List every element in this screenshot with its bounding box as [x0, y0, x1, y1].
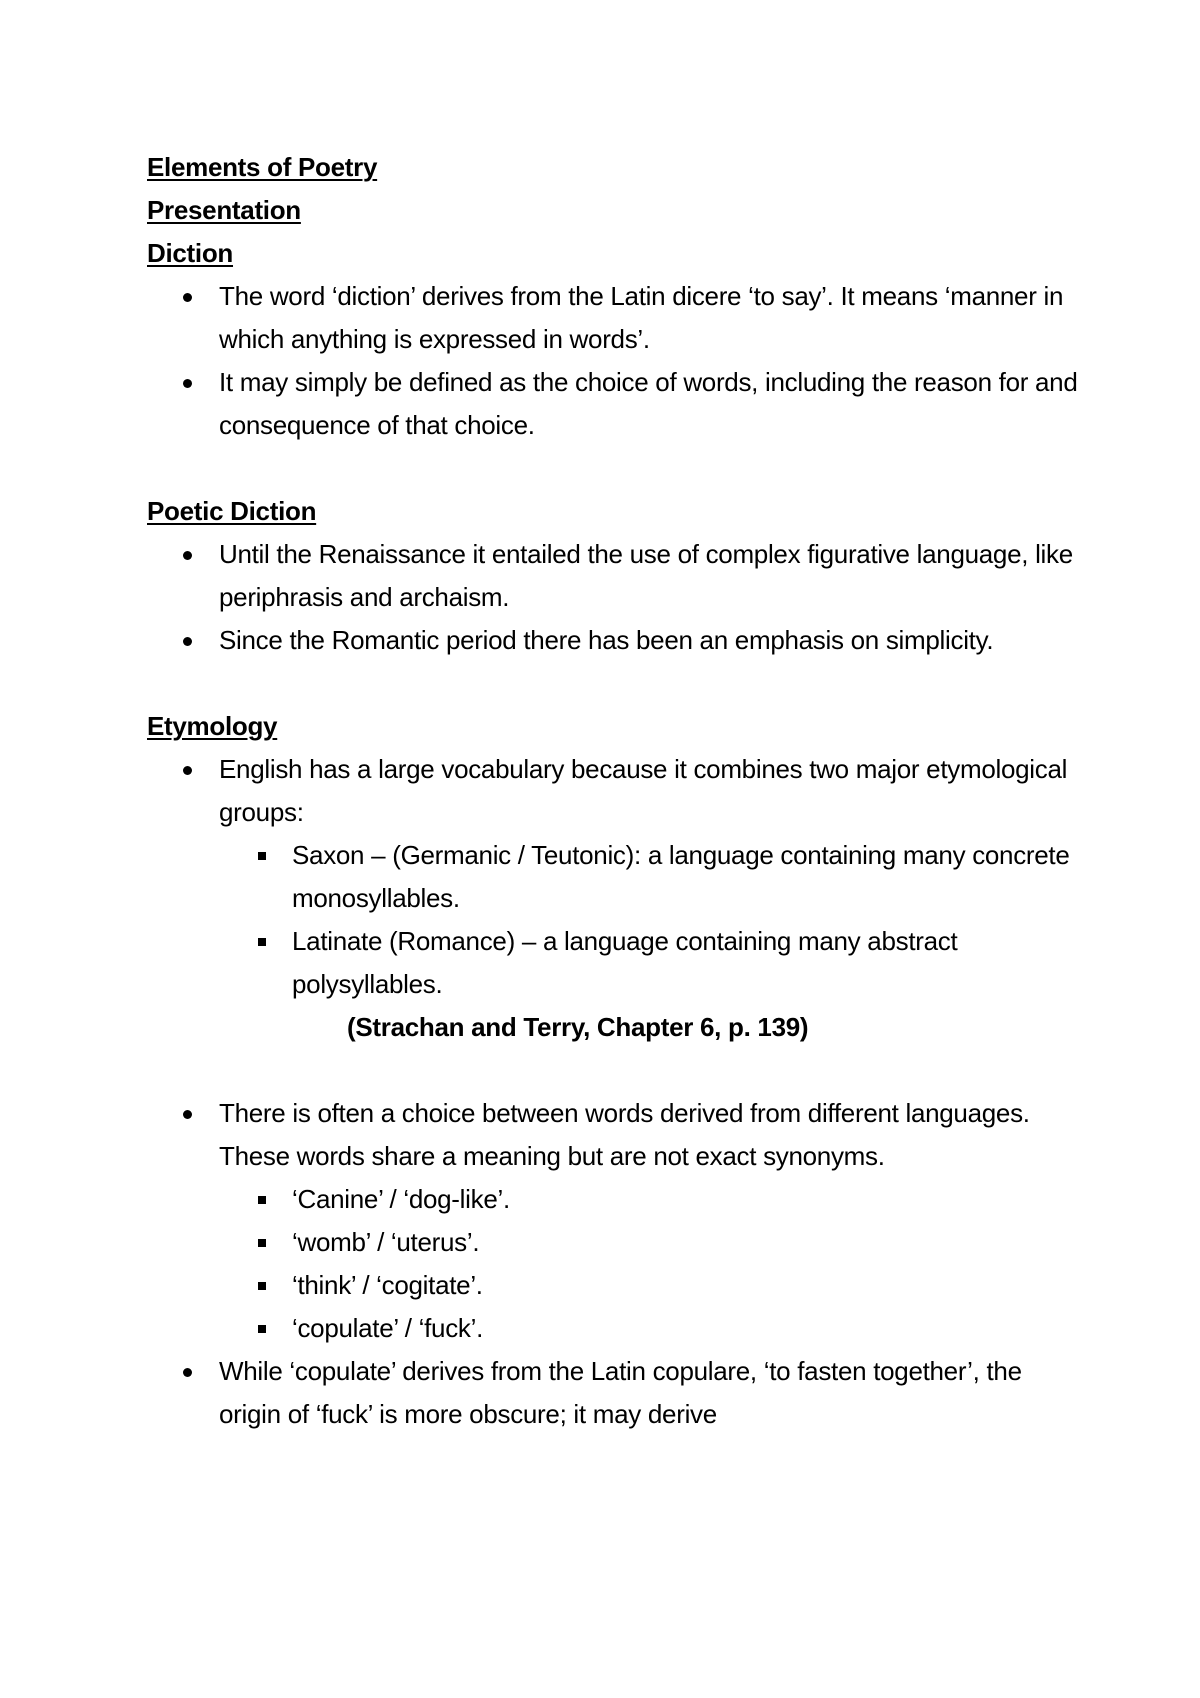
sub-list-item-text: ‘womb’ / ‘uterus’. — [292, 1227, 480, 1257]
section-heading-poetic-diction: Poetic Diction — [147, 496, 317, 526]
spacer — [147, 1049, 1087, 1092]
bullet-square-icon — [258, 1196, 266, 1204]
bullet-dot-icon — [183, 551, 192, 560]
bullet-square-icon — [258, 938, 266, 946]
document-title: Elements of Poetry — [147, 152, 378, 182]
list-item — [147, 748, 1087, 834]
sub-list-item-text: ‘copulate’ / ‘fuck’. — [292, 1313, 484, 1343]
sub-list-item-text: Latinate (Romance) – a language containing many abstract polysyllables. — [292, 926, 958, 999]
poetic-diction-list — [147, 533, 1087, 662]
list-item-text: English has a large vocabulary because it combines two major etymological groups: — [219, 754, 1068, 827]
bullet-square-icon — [258, 1282, 266, 1290]
document-page — [147, 146, 1087, 1436]
spacer — [147, 447, 1087, 490]
list-item — [147, 619, 1087, 662]
sub-list-item — [147, 1221, 1087, 1264]
diction-list — [147, 275, 1087, 447]
bullet-square-icon — [258, 1239, 266, 1247]
etymology-list-continued — [147, 1092, 1087, 1436]
bullet-dot-icon — [183, 1368, 192, 1377]
list-item — [147, 1092, 1087, 1178]
sub-list-item — [147, 1264, 1087, 1307]
sub-list-item — [147, 920, 1087, 1006]
list-item — [147, 1350, 1087, 1436]
list-item — [147, 275, 1087, 361]
citation: (Strachan and Terry, Chapter 6, p. 139) — [347, 1012, 809, 1042]
sub-list-item — [147, 1307, 1087, 1350]
sub-list-item-text: ‘think’ / ‘cogitate’. — [292, 1270, 483, 1300]
sub-list-item-text: ‘Canine’ / ‘dog-like’. — [292, 1184, 510, 1214]
spacer — [147, 662, 1087, 705]
section-heading-diction: Diction — [147, 238, 234, 268]
bullet-dot-icon — [183, 766, 192, 775]
bullet-square-icon — [258, 852, 266, 860]
list-item — [147, 361, 1087, 447]
etymology-list — [147, 748, 1087, 1006]
list-item — [147, 533, 1087, 619]
sub-list-item — [147, 834, 1087, 920]
sub-list-item — [147, 1178, 1087, 1221]
bullet-square-icon — [258, 1325, 266, 1333]
list-item-text: The word ‘diction’ derives from the Latin dicere ‘to say’. It means ‘manner in which anything is expressed in words’. — [219, 281, 1064, 354]
bullet-dot-icon — [183, 293, 192, 302]
sub-list-item-text: Saxon – (Germanic / Teutonic): a language containing many concrete monosyllables. — [292, 840, 1070, 913]
list-item-text: There is often a choice between words derived from different languages. These words share a meaning but are not exact synonyms. — [219, 1098, 1030, 1171]
list-item-text: Until the Renaissance it entailed the use of complex figurative language, like periphrasis and archaism. — [219, 539, 1073, 612]
list-item-text: Since the Romantic period there has been an emphasis on simplicity. — [219, 625, 994, 655]
list-item-text: It may simply be defined as the choice of words, including the reason for and consequence of that choice. — [219, 367, 1078, 440]
bullet-dot-icon — [183, 1110, 192, 1119]
bullet-dot-icon — [183, 379, 192, 388]
bullet-dot-icon — [183, 637, 192, 646]
list-item-text: While ‘copulate’ derives from the Latin copulare, ‘to fasten together’, the origin of ‘fuck’ is more obscure; it may derive — [219, 1356, 1022, 1429]
section-heading-etymology: Etymology — [147, 711, 278, 741]
section-heading-presentation: Presentation — [147, 195, 301, 225]
